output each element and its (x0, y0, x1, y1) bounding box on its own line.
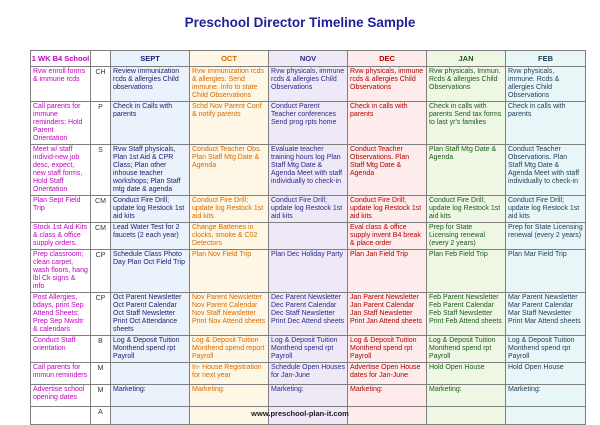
header-sept: SEPT (111, 51, 190, 67)
nov-cell: Evaluate teacher training hours log Plan Staff Mtg Date & Agenda Meet with staff individually to check-in (269, 145, 348, 196)
code-cell: CP (91, 250, 111, 293)
jan-cell: Marketing: (427, 385, 506, 407)
oct-cell: Conduct Fire Drill; update log Restock 1st aid kits (190, 196, 269, 223)
table-row (31, 102, 586, 145)
page-title: Preschool Director Timeline Sample (184, 15, 416, 30)
code-cell: CP (91, 293, 111, 336)
sept-cell: Lead Water Test for 2 faucets (2 each year) (111, 223, 190, 250)
code-cell: P (91, 102, 111, 145)
sept-cell: Marketing: (111, 385, 190, 407)
nov-cell: Marketing: (269, 385, 348, 407)
table-row (31, 223, 586, 250)
feb-cell: Conduct Teacher Observations. Plan Staff Mtg Date & Agenda Meet with staff individually to check-in (506, 145, 586, 196)
nov-cell: Rvw physicals, immune rcds & allergies Child Observations (269, 67, 348, 102)
oct-cell: Log & Deposit Tuition Monthend spend report Payroll (190, 336, 269, 363)
header-feb: FEB (506, 51, 586, 67)
dec-cell: Advertise Open House dates for Jan-June (348, 363, 427, 385)
oct-cell: Change Batteries in clocks, smoke & C02 Detectors (190, 223, 269, 250)
week-before-cell: Stock 1st Aid Kits & class & office supply orders. (31, 223, 91, 250)
dec-cell: Jan Parent Newsletter Jan Parent Calendar Jan Staff Newsletter Print Jan Attend sheets (348, 293, 427, 336)
code-cell: B (91, 336, 111, 363)
table-row (31, 145, 586, 196)
week-before-cell: Post Allergies, bdays, print Sep Attend Sheets; Prep Sep Nwsltr & calendars (31, 293, 91, 336)
feb-cell: Check in calls with parents (506, 102, 586, 145)
week-before-cell: Prep classroom; clean carpet, wash floors, hang lbl Ck signs & info (31, 250, 91, 293)
jan-cell: Log & Deposit Tuition Monthend spend rpt Payroll (427, 336, 506, 363)
nov-cell: Plan Dec Holiday Party (269, 250, 348, 293)
nov-cell (269, 223, 348, 250)
header-nov: NOV (269, 51, 348, 67)
nov-cell: Log & Deposit Tuition Monthend spend rpt Payroll (269, 336, 348, 363)
header-oct: OCT (190, 51, 269, 67)
oct-cell: Rvw immunization rcds & allergies. Send immune. Info to state Child Observations (190, 67, 269, 102)
week-before-cell: Call parents for immun reminders (31, 363, 91, 385)
code-cell: M (91, 385, 111, 407)
feb-cell: Log & Deposit Tuition Monthend spend rpt Payroll (506, 336, 586, 363)
week-before-cell: Conduct Staff orientation (31, 336, 91, 363)
nov-cell: Conduct Fire Drill; update log Restock 1st aid kits (269, 196, 348, 223)
oct-cell: Marketing: (190, 385, 269, 407)
table-row (31, 385, 586, 407)
jan-cell: Rvw physicals, Immun. Rcds & allergies Child Observations (427, 67, 506, 102)
week-before-cell: Meet w/ staff individ-new job desc, expect, new staff forms, Hold Staff Orientation (31, 145, 91, 196)
table-row (31, 250, 586, 293)
sept-cell: Conduct Fire Drill; update log Restock 1st aid kits (111, 196, 190, 223)
feb-cell: Plan Mar Field Trip (506, 250, 586, 293)
week-before-cell: Advertise school opening dates (31, 385, 91, 407)
table-row (31, 336, 586, 363)
jan-cell: Plan Feb Field Trip (427, 250, 506, 293)
header-row (31, 51, 586, 67)
week-before-cell: Rvw enroll forms & immune rcds (31, 67, 91, 102)
code-cell: CM (91, 223, 111, 250)
week-before-cell: Plan Sept Field Trip (31, 196, 91, 223)
jan-cell: Check in calls with parents Send tax forms to last yr's families (427, 102, 506, 145)
footer-url: www.preschool-plan-it.com (251, 409, 349, 418)
header-dec: DEC (348, 51, 427, 67)
feb-cell: Prep for State Licensing renewal (every 2 years) (506, 223, 586, 250)
oct-cell: Schd Nov Parent Conf & notify parents (190, 102, 269, 145)
dec-cell: Plan Jan Field Trip (348, 250, 427, 293)
sept-cell (111, 363, 190, 385)
sept-cell: Rvw Staff physicals, Plan 1st Aid & CPR Class; Plan other inhouse teacher workshops; Plan Staff mtg date & agenda (111, 145, 190, 196)
feb-cell: Marketing: (506, 385, 586, 407)
code-cell: M (91, 363, 111, 385)
table-row (31, 293, 586, 336)
code-cell: CH (91, 67, 111, 102)
feb-cell: Rvw physicals, immune. Rcds & allergies Child Observations (506, 67, 586, 102)
nov-cell: Schedule Open Houses for Jan-June (269, 363, 348, 385)
dec-cell: Conduct Fire Drill; update log Restock 1st aid kits (348, 196, 427, 223)
sept-cell: Log & Deposit Tuition Monthend spend rpt Payroll (111, 336, 190, 363)
jan-cell: Hold Open House (427, 363, 506, 385)
feb-cell: Conduct Fire Drill; update log Restock 1st aid kits (506, 196, 586, 223)
dec-cell: Check in calls with parents (348, 102, 427, 145)
oct-cell: Nov Parent Newsletter Nov Parent Calendar Nov Staff Newsletter Print Nov Attend sheets (190, 293, 269, 336)
header-week-before: 1 WK B4 School (31, 51, 91, 67)
nov-cell: Conduct Parent Teacher conferences Send prog rpts home (269, 102, 348, 145)
code-cell: CM (91, 196, 111, 223)
sept-cell: Check in Calls with parents (111, 102, 190, 145)
sept-cell: Review immunization rcds & allergies Child observations (111, 67, 190, 102)
jan-cell: Feb Parent Newsletter Feb Parent Calendar Feb Staff Newsletter Print Feb Attend sheets (427, 293, 506, 336)
oct-cell: Conduct Teacher Obs. Plan Staff Mtg Date & Agenda (190, 145, 269, 196)
header-code (91, 51, 111, 67)
jan-cell: Plan Staff Mtg Date & Agenda (427, 145, 506, 196)
nov-cell: Dec Parent Newsletter Dec Parent Calendar Dec Staff Newsletter Print Dec Attend sheets (269, 293, 348, 336)
dec-cell: Rvw physicals, immune rcds & allergies Child Observations (348, 67, 427, 102)
oct-cell: Plan Nov Field Trip (190, 250, 269, 293)
jan-cell: Conduct Fire Drill; update log Restock 1st aid kits (427, 196, 506, 223)
table-row (31, 196, 586, 223)
code-cell: A (91, 407, 111, 425)
dec-cell: Eval class & office supply invent B4 break & place order (348, 223, 427, 250)
oct-cell: In- House Registration for next year (190, 363, 269, 385)
jan-cell: Prep for State Licensing renewal (every 2 years) (427, 223, 506, 250)
dec-cell: Log & Deposit Tuition Monthend spend rpt Payroll (348, 336, 427, 363)
header-jan: JAN (427, 51, 506, 67)
table-row (31, 67, 586, 102)
feb-cell: Hold Open House (506, 363, 586, 385)
week-before-cell: Call parents for immune reminders; Hold Parent Orientation (31, 102, 91, 145)
dec-cell: Conduct Teacher Observations. Plan Staff Mtg Date & Agenda (348, 145, 427, 196)
feb-cell: Mar Parent Newsletter Mar Parent Calendar Mar Staff Newsletter Print Mar Attend sheets (506, 293, 586, 336)
code-cell: S (91, 145, 111, 196)
table-row (31, 363, 586, 385)
timeline-table (30, 50, 586, 425)
sept-cell: Oct Parent Newsletter Oct Parent Calendar Oct Staff Newsletter Print Oct Attendance sheets (111, 293, 190, 336)
sept-cell: Schedule Class Photo Day Plan Oct Field Trip (111, 250, 190, 293)
dec-cell: Marketing: (348, 385, 427, 407)
